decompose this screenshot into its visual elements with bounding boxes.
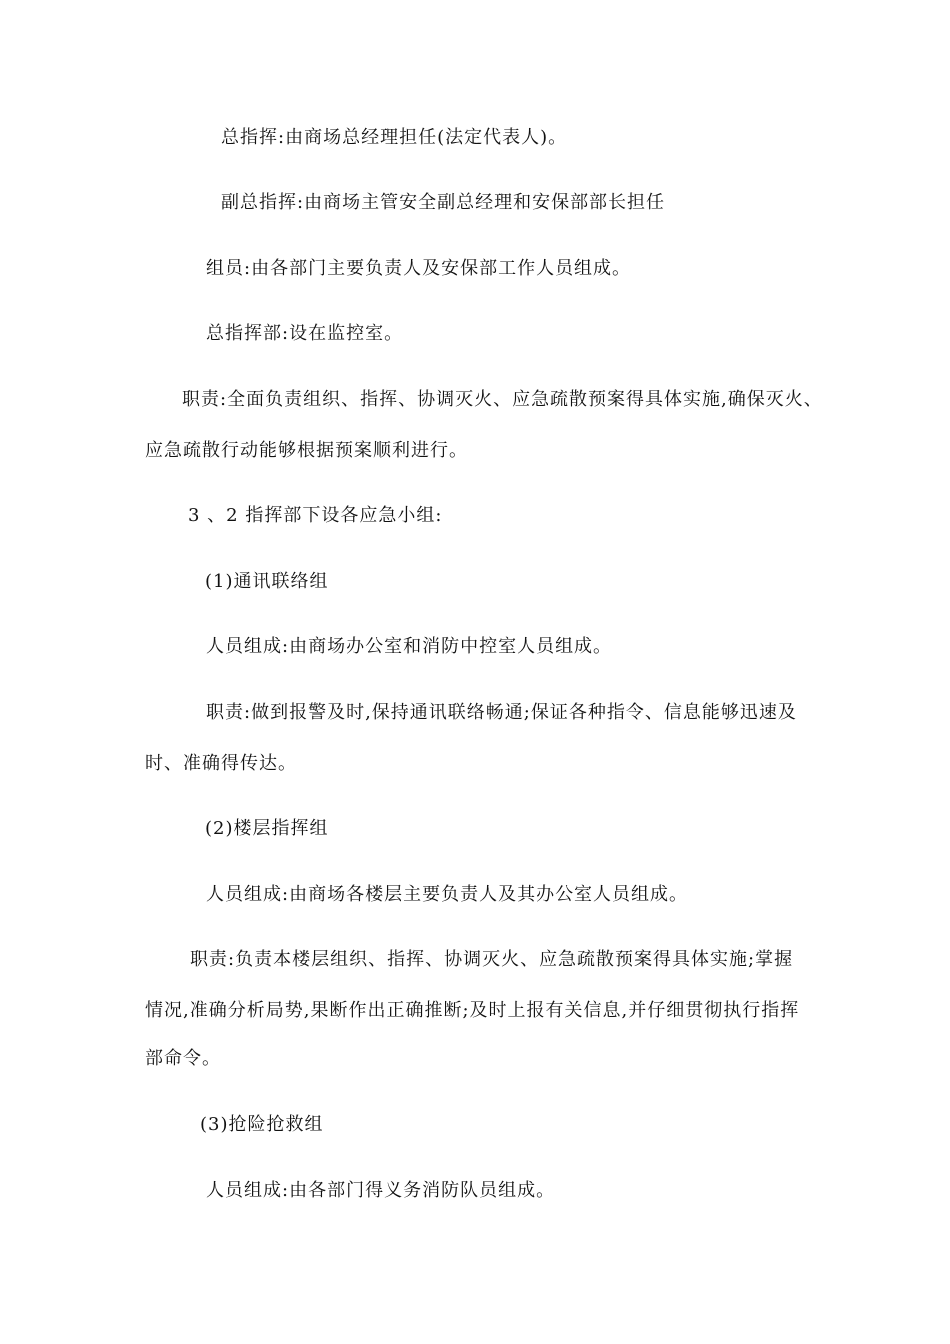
line-members: 组员:由各部门主要负责人及安保部工作人员组成。	[206, 258, 632, 279]
line-group-1-duties-cont: 时、准确得传达。	[145, 753, 297, 774]
line-headquarters: 总指挥部:设在监控室。	[206, 323, 404, 344]
line-group-1-title: (1)通讯联络组	[205, 571, 329, 592]
line-group-1-duties: 职责:做到报警及时,保持通讯联络畅通;保证各种指令、信息能够迅速及	[206, 702, 797, 723]
line-section-3-2: 3 、2 指挥部下设各应急小组:	[188, 505, 443, 526]
line-commander-in-chief: 总指挥:由商场总经理担任(法定代表人)。	[221, 127, 568, 148]
line-group-3-title: (3)抢险抢救组	[200, 1114, 324, 1135]
line-group-2-duties-cont-2: 部命令。	[145, 1048, 221, 1069]
line-duties-1: 职责:全面负责组织、指挥、协调灭火、应急疏散预案得具体实施,确保灭火、	[182, 389, 823, 410]
line-group-3-members: 人员组成:由各部门得义务消防队员组成。	[206, 1180, 556, 1201]
line-duties-1-cont: 应急疏散行动能够根据预案顺利进行。	[145, 440, 468, 461]
line-group-2-members: 人员组成:由商场各楼层主要负责人及其办公室人员组成。	[206, 884, 689, 905]
line-group-2-title: (2)楼层指挥组	[205, 818, 329, 839]
line-deputy-commander: 副总指挥:由商场主管安全副总经理和安保部部长担任	[221, 192, 666, 213]
line-group-2-duties-cont-1: 情况,准确分析局势,果断作出正确推断;及时上报有关信息,并仔细贯彻执行指挥	[145, 1000, 800, 1021]
line-group-1-members: 人员组成:由商场办公室和消防中控室人员组成。	[206, 636, 613, 657]
line-group-2-duties: 职责:负责本楼层组织、指挥、协调灭火、应急疏散预案得具体实施;掌握	[190, 949, 794, 970]
